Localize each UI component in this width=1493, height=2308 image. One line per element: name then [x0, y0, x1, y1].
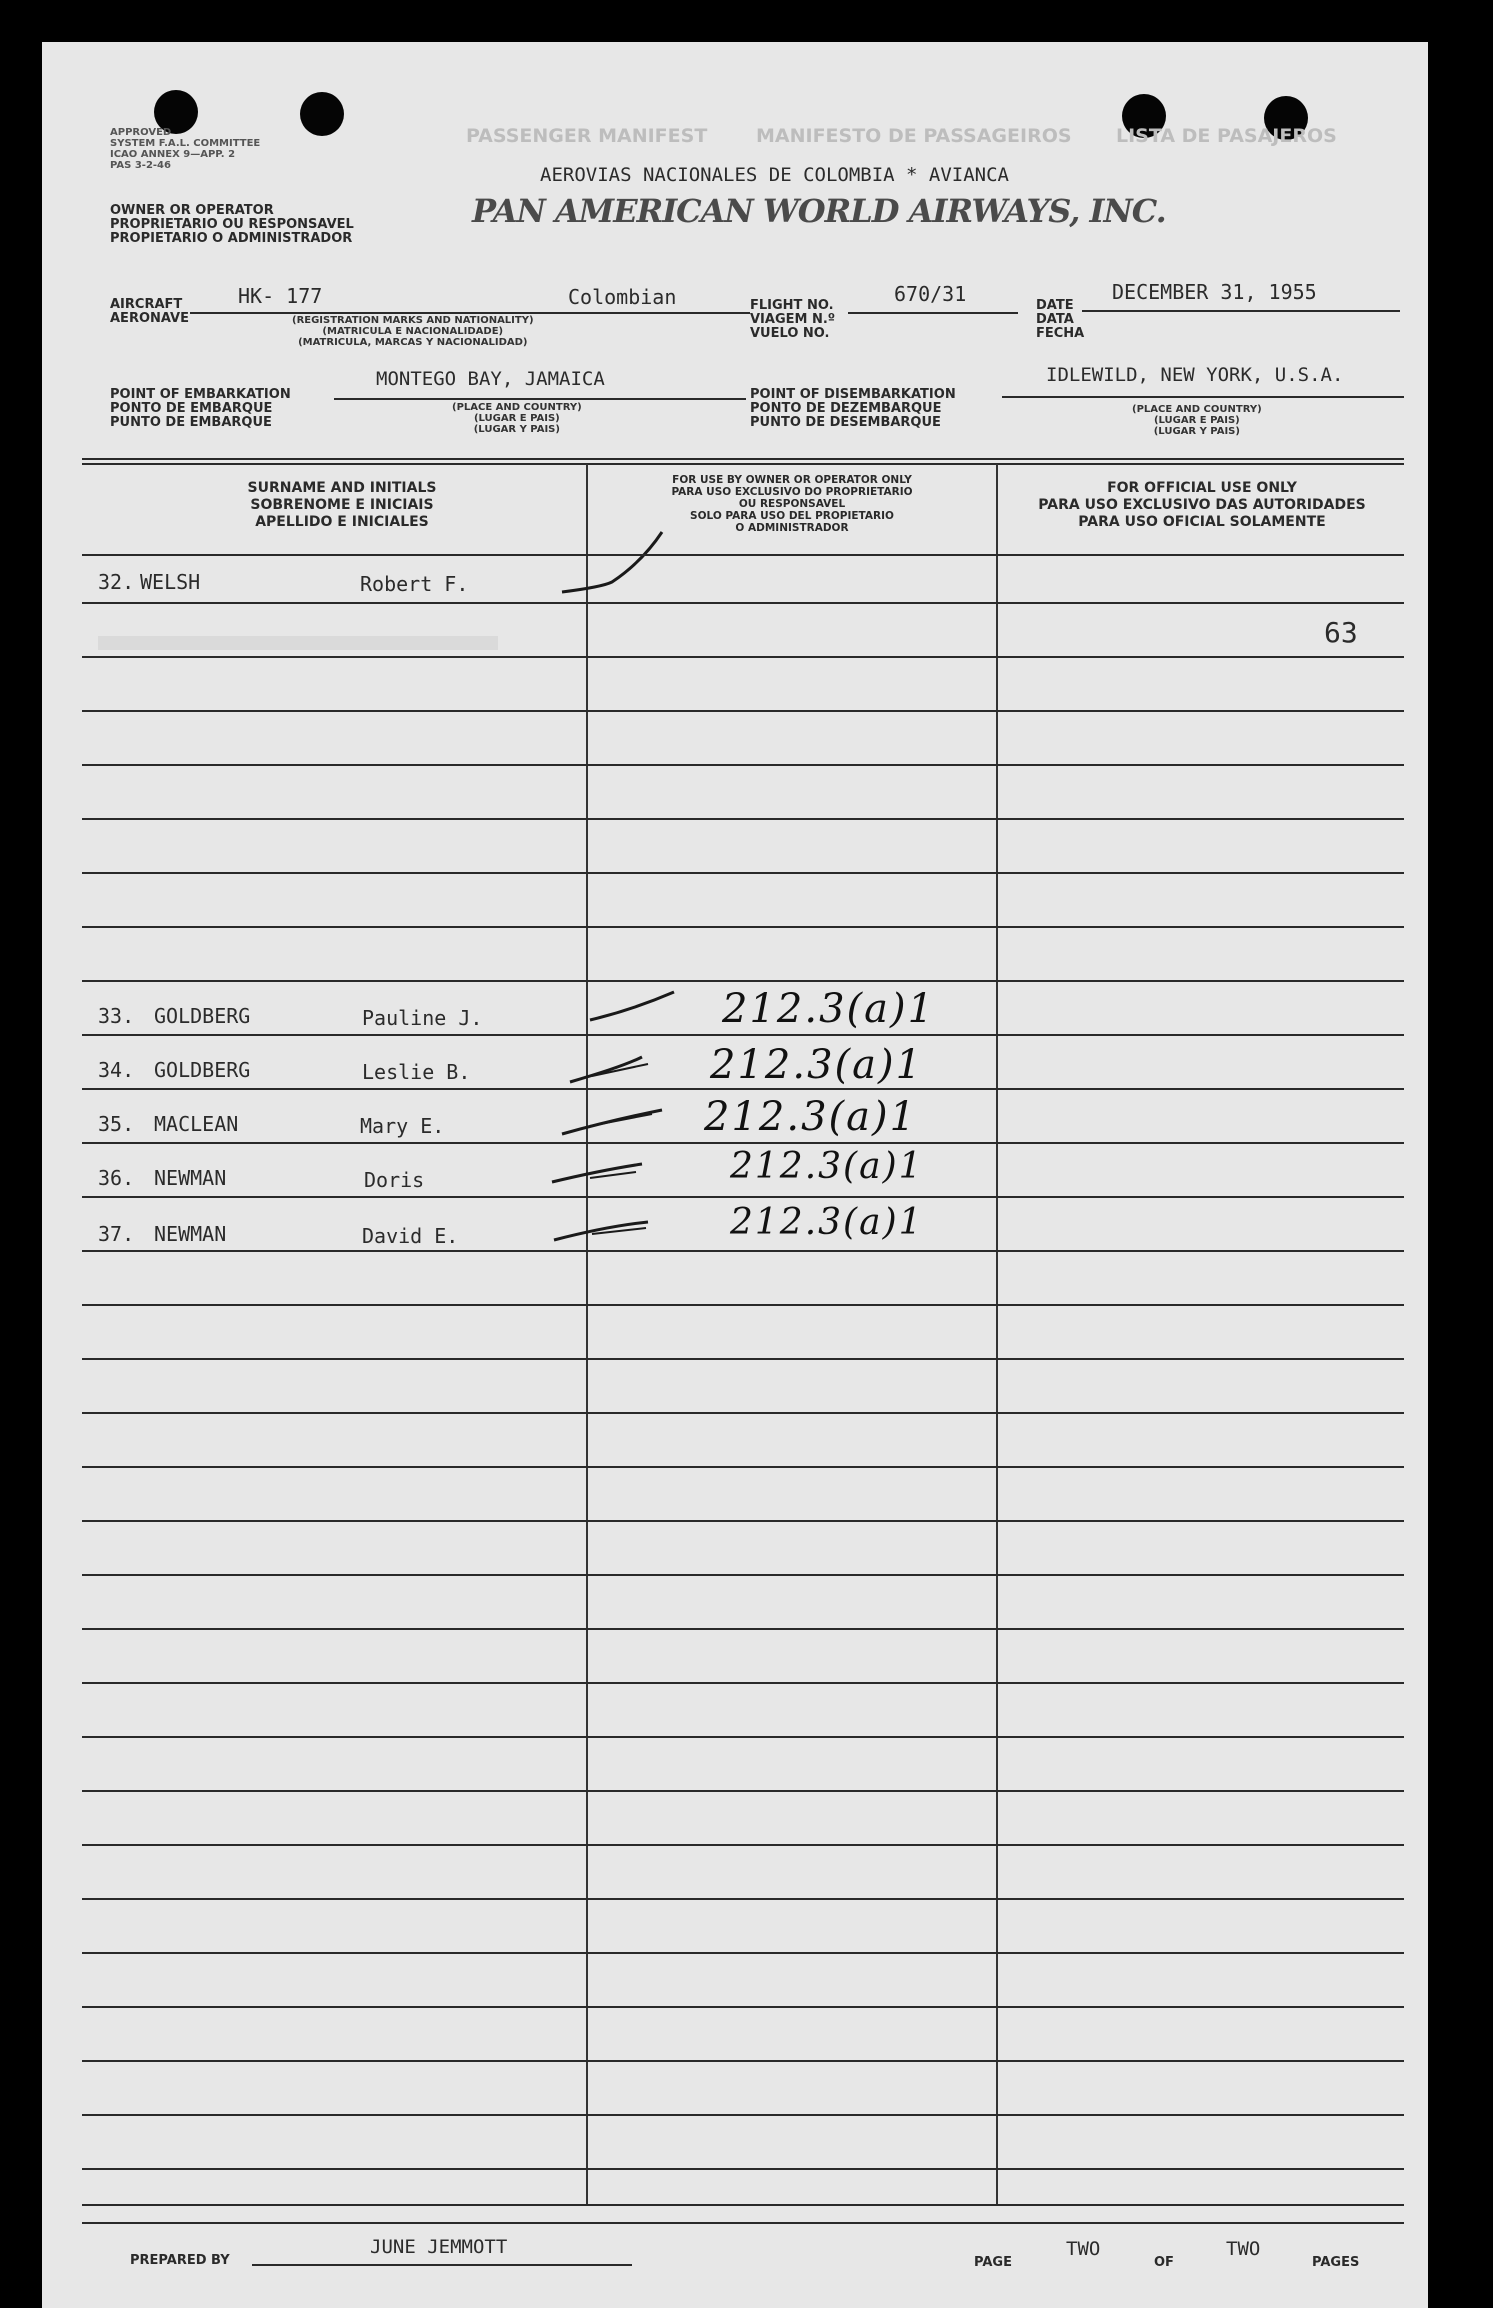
table-row-rule	[82, 1142, 1404, 1144]
table-row-rule	[82, 1628, 1404, 1630]
aircraft-sublabel-es: (MATRICULA, MARCAS Y NACIONALIDAD)	[298, 337, 528, 348]
passenger-36-official: 212.3(a)1	[730, 1146, 924, 1187]
flight-label-pt: VIAGEM N.º	[750, 312, 836, 327]
column-header-surname-es: APELLIDO E INICIALES	[255, 514, 429, 530]
table-row-rule	[82, 554, 1404, 556]
column-header-owner-use-2: PARA USO EXCLUSIVO DO PROPRIETARIO	[671, 486, 913, 498]
table-row-rule	[82, 1412, 1404, 1414]
operator-typed: AEROVIAS NACIONALES DE COLOMBIA * AVIANCA	[540, 164, 1009, 186]
table-row-rule	[82, 1466, 1404, 1468]
footer-total: TWO	[1226, 2238, 1261, 2260]
title-es: LISTA DE PASAJEROS	[1116, 125, 1337, 147]
table-row-rule	[82, 656, 1404, 658]
table-row-rule	[82, 2006, 1404, 2008]
embarkation-value: MONTEGO BAY, JAMAICA	[376, 368, 605, 390]
table-row-rule	[82, 1250, 1404, 1252]
table-row-rule	[82, 1088, 1404, 1090]
table-row-rule	[82, 1574, 1404, 1576]
owner-label-es: PROPIETARIO O ADMINISTRADOR	[110, 231, 353, 246]
column-header-official-use-en: FOR OFFICIAL USE ONLY	[1107, 480, 1297, 496]
column-header-official-use-es: PARA USO OFICIAL SOLAMENTE	[1078, 514, 1326, 530]
passenger-37-number: 37.	[98, 1222, 135, 1246]
footer-page-label: PAGE	[974, 2255, 1012, 2270]
footer-page: TWO	[1066, 2238, 1101, 2260]
passenger-32-number: 32.	[98, 570, 135, 594]
table-row-rule	[82, 1034, 1404, 1036]
check-mark-35b	[590, 1114, 652, 1126]
passenger-32-surname: WELSH	[140, 570, 201, 594]
table-row-rule	[82, 2168, 1404, 2170]
aircraft-sublabel-en: (REGISTRATION MARKS AND NATIONALITY)	[292, 315, 534, 326]
embarkation-label-en: POINT OF EMBARKATION	[110, 387, 291, 402]
table-row-rule	[82, 1844, 1404, 1846]
embarkation-sublabel-pt: (LUGAR E PAIS)	[473, 413, 560, 424]
passenger-33-given: Pauline J.	[362, 1006, 483, 1030]
passenger-33-surname: GOLDBERG	[154, 1004, 251, 1028]
disembarkation-sublabel-en: (PLACE AND COUNTRY)	[1132, 404, 1262, 415]
footer-prepared-rule	[252, 2264, 632, 2266]
operator-printed: PAN AMERICAN WORLD AIRWAYS, INC.	[472, 192, 1166, 230]
aircraft-label-en: AIRCRAFT	[110, 297, 183, 312]
approval-line-4: PAS 3-2-46	[110, 160, 171, 171]
passenger-34-surname: GOLDBERG	[154, 1058, 251, 1082]
column-header-official-use-pt: PARA USO EXCLUSIVO DAS AUTORIDADES	[1038, 497, 1366, 513]
approval-line-2: SYSTEM F.A.L. COMMITTEE	[110, 138, 261, 149]
owner-label-pt: PROPRIETARIO OU RESPONSAVEL	[110, 217, 354, 232]
manifest-sheet	[42, 42, 1428, 2308]
disembarkation-label-en: POINT OF DISEMBARKATION	[750, 387, 956, 402]
table-row-rule	[82, 1358, 1404, 1360]
embarkation-label-pt: PONTO DE EMBARQUE	[110, 401, 273, 416]
passenger-35-official: 212.3(a)1	[704, 1094, 918, 1140]
table-row-rule	[82, 1196, 1404, 1198]
owner-label-en: OWNER OR OPERATOR	[110, 203, 274, 218]
column-header-owner-use-5: O ADMINISTRADOR	[735, 522, 849, 534]
approval-line-3: ICAO ANNEX 9—APP. 2	[110, 149, 236, 160]
passenger-34-number: 34.	[98, 1058, 135, 1082]
column-header-surname-en: SURNAME AND INITIALS	[247, 480, 437, 496]
aircraft-nationality: Colombian	[568, 285, 677, 309]
approval-line-1: APPROVED	[110, 127, 172, 138]
embarkation-sublabel-en: (PLACE AND COUNTRY)	[452, 402, 582, 413]
table-row-rule	[82, 926, 1404, 928]
table-row-rule	[82, 818, 1404, 820]
column-header-owner-use-1: FOR USE BY OWNER OR OPERATOR ONLY	[672, 474, 912, 486]
column-header-surname-pt: SOBRENOME E INICIAIS	[250, 497, 434, 513]
passenger-34-given: Leslie B.	[362, 1060, 471, 1084]
disembarkation-label-pt: PONTO DE DEZEMBARQUE	[750, 401, 942, 416]
passenger-36-given: Doris	[364, 1168, 425, 1192]
table-row-rule	[82, 1790, 1404, 1792]
table-row-rule	[82, 1682, 1404, 1684]
passenger-34-official: 212.3(a)1	[710, 1042, 924, 1088]
passenger-35-number: 35.	[98, 1112, 135, 1136]
table-row-rule	[82, 2114, 1404, 2116]
embarkation-sublabel-es: (LUGAR Y PAIS)	[473, 424, 560, 435]
table-row-rule	[82, 872, 1404, 874]
aircraft-sublabel-pt: (MATRICULA E NACIONALIDADE)	[322, 326, 504, 337]
table-row-rule	[82, 1520, 1404, 1522]
column-header-owner-use-4: SOLO PARA USO DEL PROPIETARIO	[690, 510, 894, 522]
table-row-rule	[82, 764, 1404, 766]
check-mark-37	[554, 1222, 648, 1240]
check-marks	[42, 42, 1428, 1342]
passenger-33-official: 212.3(a)1	[722, 986, 936, 1032]
table-row-rule	[82, 980, 1404, 982]
flight-label-es: VUELO NO.	[750, 326, 830, 341]
table-row-rule	[82, 1736, 1404, 1738]
check-mark-32	[562, 532, 662, 592]
table-row-rule	[82, 602, 1404, 604]
aircraft-registration: HK- 177	[238, 284, 323, 308]
aircraft-label-pt: AERONAVE	[110, 311, 190, 326]
flight-date: DECEMBER 31, 1955	[1112, 280, 1317, 304]
footer-prepared-label: PREPARED BY	[130, 2253, 230, 2268]
passenger-35-surname: MACLEAN	[154, 1112, 239, 1136]
flight-label-en: FLIGHT NO.	[750, 298, 834, 313]
table-row-rule	[82, 710, 1404, 712]
footer-prepared-by: JUNE JEMMOTT	[370, 2236, 508, 2258]
footer-of-label: OF	[1154, 2255, 1174, 2270]
title-en: PASSENGER MANIFEST	[466, 125, 708, 147]
column-header-owner-use-3: OU RESPONSAVEL	[738, 498, 846, 510]
table-row-rule	[82, 2222, 1404, 2224]
passenger-37-given: David E.	[362, 1224, 459, 1248]
footer-pages-label: PAGES	[1312, 2255, 1360, 2270]
disembarkation-sublabel-pt: (LUGAR E PAIS)	[1153, 415, 1240, 426]
passenger-37-official: 212.3(a)1	[730, 1202, 924, 1243]
passenger-32-given: Robert F.	[360, 572, 469, 596]
passenger-33-number: 33.	[98, 1004, 135, 1028]
passenger-37-surname: NEWMAN	[154, 1222, 227, 1246]
date-label-pt: DATA	[1036, 312, 1074, 327]
table-row-rule	[82, 1304, 1404, 1306]
table-row-rule	[82, 2060, 1404, 2062]
check-mark-34	[570, 1057, 642, 1082]
passenger-35-given: Mary E.	[360, 1114, 445, 1138]
flight-number: 670/31	[894, 282, 967, 306]
disembarkation-value: IDLEWILD, NEW YORK, U.S.A.	[1046, 364, 1344, 386]
date-label-en: DATE	[1036, 298, 1074, 313]
table-bottom-rule	[82, 2204, 1404, 2206]
disembarkation-label-es: PUNTO DE DESEMBARQUE	[750, 415, 941, 430]
date-label-es: FECHA	[1036, 326, 1085, 341]
check-mark-33	[590, 992, 674, 1020]
table-row-rule	[82, 1952, 1404, 1954]
title-pt: MANIFESTO DE PASSAGEIROS	[756, 125, 1072, 147]
passenger-36-number: 36.	[98, 1166, 135, 1190]
table-row-rule	[82, 1898, 1404, 1900]
passenger-36-surname: NEWMAN	[154, 1166, 227, 1190]
disembarkation-sublabel-es: (LUGAR Y PAIS)	[1153, 426, 1240, 437]
embarkation-label-es: PUNTO DE EMBARQUE	[110, 415, 272, 430]
page-count-note: 63	[1324, 616, 1358, 649]
